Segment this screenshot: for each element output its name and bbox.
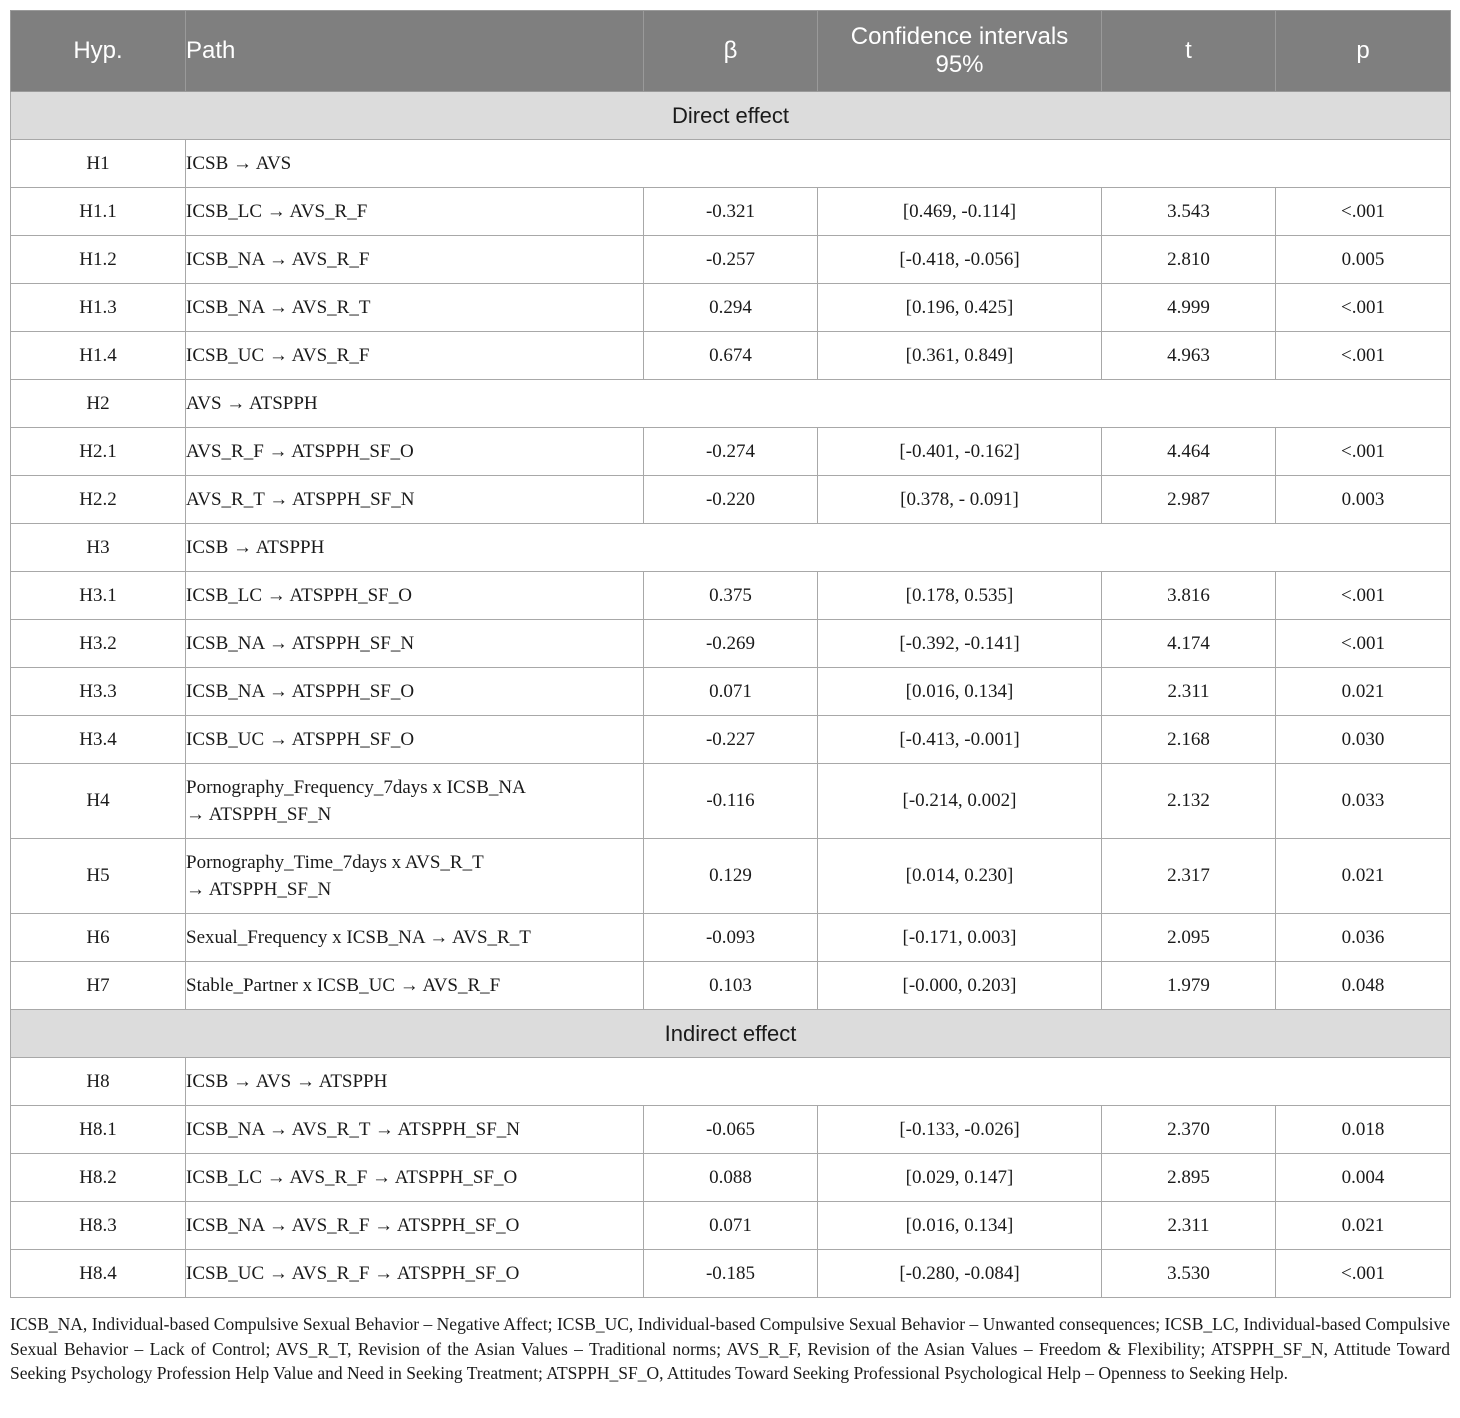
cell-hyp: H7: [11, 962, 186, 1010]
cell-hyp: H3.3: [11, 668, 186, 716]
table-row: [11, 1106, 1451, 1154]
cell-p: 0.005: [1276, 236, 1451, 284]
table-row: [11, 839, 1451, 914]
section-row: [11, 1010, 1451, 1058]
cell-ci: [0.378, - 0.091]: [818, 476, 1102, 524]
cell-ci: [0.361, 0.849]: [818, 332, 1102, 380]
cell-hyp: H1.2: [11, 236, 186, 284]
cell-path-line1: ICSB_LC → AVS_R_F → ATSPPH_SF_O: [186, 1167, 518, 1188]
cell-beta: -0.274: [644, 428, 818, 476]
col-header-ci-line2: 95%: [935, 51, 984, 78]
table-row: [11, 716, 1451, 764]
cell-path-line1: Pornography_Time_7days x AVS_R_T: [186, 852, 484, 873]
cell-p: 0.033: [1276, 764, 1451, 839]
cell-beta: -0.220: [644, 476, 818, 524]
results-table: [10, 10, 1451, 1298]
cell-hyp: H2.2: [11, 476, 186, 524]
cell-p: 0.021: [1276, 1202, 1451, 1250]
cell-p: <.001: [1276, 332, 1451, 380]
cell-path: [186, 284, 644, 332]
cell-t: 2.132: [1102, 764, 1276, 839]
cell-p: 0.036: [1276, 914, 1451, 962]
cell-path: [186, 962, 644, 1010]
cell-beta: 0.674: [644, 332, 818, 380]
cell-ci: [-0.000, 0.203]: [818, 962, 1102, 1010]
cell-path-line1: ICSB_UC → AVS_R_F → ATSPPH_SF_O: [186, 1263, 520, 1284]
table-body: [11, 92, 1451, 1298]
table-row: [11, 1250, 1451, 1298]
cell-hyp: H2: [11, 380, 186, 428]
cell-hyp: H8: [11, 1058, 186, 1106]
cell-path: [186, 839, 644, 914]
cell-beta: 0.088: [644, 1154, 818, 1202]
cell-t: 2.810: [1102, 236, 1276, 284]
cell-ci: [-0.214, 0.002]: [818, 764, 1102, 839]
cell-t: 4.999: [1102, 284, 1276, 332]
cell-beta: -0.321: [644, 188, 818, 236]
group-row: [11, 380, 1451, 428]
cell-t: 3.816: [1102, 572, 1276, 620]
table-row: [11, 476, 1451, 524]
cell-path: [186, 572, 644, 620]
cell-t: 3.543: [1102, 188, 1276, 236]
cell-path-line1: ICSB_NA → AVS_R_T → ATSPPH_SF_N: [186, 1119, 521, 1140]
cell-path: [186, 236, 644, 284]
cell-path: [186, 332, 644, 380]
cell-beta: -0.065: [644, 1106, 818, 1154]
cell-t: 2.317: [1102, 839, 1276, 914]
cell-hyp: H1.1: [11, 188, 186, 236]
col-header-p: p: [1276, 11, 1451, 92]
cell-path-line1: ICSB_UC → AVS_R_F: [186, 345, 370, 366]
section-row: [11, 92, 1451, 140]
cell-t: 2.168: [1102, 716, 1276, 764]
cell-hyp: H8.2: [11, 1154, 186, 1202]
table-row: [11, 962, 1451, 1010]
cell-hyp: H8.4: [11, 1250, 186, 1298]
cell-t: 2.311: [1102, 668, 1276, 716]
cell-beta: 0.071: [644, 668, 818, 716]
cell-t: 4.174: [1102, 620, 1276, 668]
col-header-ci-line1: Confidence intervals: [850, 23, 1069, 50]
cell-ci: [-0.418, -0.056]: [818, 236, 1102, 284]
group-row: [11, 1058, 1451, 1106]
cell-path-line1: ICSB_NA → ATSPPH_SF_O: [186, 681, 415, 702]
cell-ci: [-0.401, -0.162]: [818, 428, 1102, 476]
cell-path: [186, 1202, 644, 1250]
cell-path: [186, 1250, 644, 1298]
cell-t: 2.987: [1102, 476, 1276, 524]
cell-beta: 0.129: [644, 839, 818, 914]
cell-p: <.001: [1276, 1250, 1451, 1298]
cell-p: <.001: [1276, 620, 1451, 668]
cell-path: [186, 380, 1451, 428]
cell-path-line1: AVS_R_T → ATSPPH_SF_N: [186, 489, 415, 510]
cell-path-line1: ICSB → AVS → ATSPPH: [186, 1071, 388, 1092]
cell-ci: [0.016, 0.134]: [818, 668, 1102, 716]
cell-ci: [-0.413, -0.001]: [818, 716, 1102, 764]
cell-hyp: H1.3: [11, 284, 186, 332]
cell-beta: 0.071: [644, 1202, 818, 1250]
cell-t: 4.464: [1102, 428, 1276, 476]
cell-ci: [0.469, -0.114]: [818, 188, 1102, 236]
section-title: Direct effect: [11, 92, 1451, 140]
col-header-t: t: [1102, 11, 1276, 92]
cell-path: [186, 620, 644, 668]
cell-beta: -0.093: [644, 914, 818, 962]
cell-beta: -0.185: [644, 1250, 818, 1298]
cell-p: 0.030: [1276, 716, 1451, 764]
cell-hyp: H3: [11, 524, 186, 572]
results-table-container: [10, 10, 1450, 1298]
cell-path-line1: ICSB_NA → ATSPPH_SF_N: [186, 633, 415, 654]
cell-ci: [-0.392, -0.141]: [818, 620, 1102, 668]
cell-p: 0.021: [1276, 668, 1451, 716]
cell-path-line1: ICSB_NA → AVS_R_T: [186, 297, 371, 318]
cell-t: 1.979: [1102, 962, 1276, 1010]
cell-hyp: H4: [11, 764, 186, 839]
cell-path-line1: ICSB_LC → ATSPPH_SF_O: [186, 585, 412, 606]
cell-p: 0.004: [1276, 1154, 1451, 1202]
table-row: [11, 764, 1451, 839]
cell-path: [186, 668, 644, 716]
cell-beta: 0.294: [644, 284, 818, 332]
table-row: [11, 188, 1451, 236]
table-row: [11, 428, 1451, 476]
cell-hyp: H6: [11, 914, 186, 962]
header-row: [11, 11, 1451, 92]
table-row: [11, 284, 1451, 332]
cell-p: 0.003: [1276, 476, 1451, 524]
group-row: [11, 140, 1451, 188]
cell-hyp: H1.4: [11, 332, 186, 380]
cell-ci: [0.196, 0.425]: [818, 284, 1102, 332]
cell-path-line1: ICSB_UC → ATSPPH_SF_O: [186, 729, 415, 750]
cell-p: 0.018: [1276, 1106, 1451, 1154]
cell-path: [186, 764, 644, 839]
cell-t: 3.530: [1102, 1250, 1276, 1298]
cell-path-line1: AVS → ATSPPH: [186, 393, 318, 414]
table-row: [11, 236, 1451, 284]
cell-path: [186, 1058, 1451, 1106]
cell-p: <.001: [1276, 428, 1451, 476]
cell-path: [186, 428, 644, 476]
cell-beta: -0.116: [644, 764, 818, 839]
cell-beta: -0.269: [644, 620, 818, 668]
cell-hyp: H1: [11, 140, 186, 188]
table-row: [11, 332, 1451, 380]
cell-path-line1: Sexual_Frequency x ICSB_NA → AVS_R_T: [186, 927, 531, 948]
cell-path: [186, 140, 1451, 188]
cell-path-line1: ICSB_NA → AVS_R_F: [186, 249, 370, 270]
cell-t: 2.895: [1102, 1154, 1276, 1202]
cell-p: <.001: [1276, 572, 1451, 620]
table-footnote: ICSB_NA, Individual-based Compulsive Sexual Behavior – Negative Affect; ICSB_UC, Individual-based Compulsive Sexual Behavior – Unwanted consequences; ICSB_LC, Individual-based Compulsive Sexual Behavior – Lack of Control; AVS_R_T, Revision of the Asian Values – Traditional norms; AVS_R_F, Revision of the Asian Values – Freedom & Flexibility; ATSPPH_SF_N, Attitude Toward Seeking Psychology Profession Help Value and Need in Seeking Treatment; ATSPPH_SF_O, Attitudes Toward Seeking Professional Psychological Help – Openness to Seeking Help.: [10, 1314, 1450, 1383]
cell-path-line1: Stable_Partner x ICSB_UC → AVS_R_F: [186, 975, 501, 996]
table-row: [11, 914, 1451, 962]
cell-hyp: H8.3: [11, 1202, 186, 1250]
cell-path: [186, 476, 644, 524]
cell-hyp: H8.1: [11, 1106, 186, 1154]
cell-beta: 0.103: [644, 962, 818, 1010]
cell-ci: [0.178, 0.535]: [818, 572, 1102, 620]
table-header: [11, 11, 1451, 92]
cell-path: [186, 1106, 644, 1154]
cell-beta: -0.257: [644, 236, 818, 284]
col-header-ci: [818, 11, 1102, 92]
cell-path: [186, 188, 644, 236]
cell-beta: 0.375: [644, 572, 818, 620]
group-row: [11, 524, 1451, 572]
cell-hyp: H3.2: [11, 620, 186, 668]
col-header-hyp: Hyp.: [11, 11, 186, 92]
cell-hyp: H3.1: [11, 572, 186, 620]
cell-path: [186, 1154, 644, 1202]
cell-path-line1: ICSB_LC → AVS_R_F: [186, 201, 368, 222]
cell-t: 2.370: [1102, 1106, 1276, 1154]
cell-path-line2: → ATSPPH_SF_N: [186, 804, 332, 825]
table-row: [11, 620, 1451, 668]
cell-hyp: H2.1: [11, 428, 186, 476]
cell-hyp: H3.4: [11, 716, 186, 764]
cell-p: 0.021: [1276, 839, 1451, 914]
cell-beta: -0.227: [644, 716, 818, 764]
col-header-path: Path: [186, 11, 644, 92]
cell-ci: [-0.133, -0.026]: [818, 1106, 1102, 1154]
cell-path: [186, 716, 644, 764]
section-title: Indirect effect: [11, 1010, 1451, 1058]
cell-p: <.001: [1276, 188, 1451, 236]
table-row: [11, 668, 1451, 716]
cell-hyp: H5: [11, 839, 186, 914]
cell-path-line2: → ATSPPH_SF_N: [186, 879, 332, 900]
cell-path-line1: AVS_R_F → ATSPPH_SF_O: [186, 441, 414, 462]
cell-path: [186, 524, 1451, 572]
cell-path-line1: ICSB → AVS: [186, 153, 292, 174]
cell-path-line1: ICSB → ATSPPH: [186, 537, 325, 558]
cell-t: 4.963: [1102, 332, 1276, 380]
cell-ci: [-0.171, 0.003]: [818, 914, 1102, 962]
table-row: [11, 1154, 1451, 1202]
cell-ci: [0.016, 0.134]: [818, 1202, 1102, 1250]
cell-path: [186, 914, 644, 962]
cell-p: <.001: [1276, 284, 1451, 332]
col-header-beta: β: [644, 11, 818, 92]
cell-p: 0.048: [1276, 962, 1451, 1010]
cell-path-line1: Pornography_Frequency_7days x ICSB_NA: [186, 777, 526, 798]
cell-path-line1: ICSB_NA → AVS_R_F → ATSPPH_SF_O: [186, 1215, 520, 1236]
cell-ci: [-0.280, -0.084]: [818, 1250, 1102, 1298]
cell-ci: [0.029, 0.147]: [818, 1154, 1102, 1202]
cell-t: 2.311: [1102, 1202, 1276, 1250]
cell-t: 2.095: [1102, 914, 1276, 962]
cell-ci: [0.014, 0.230]: [818, 839, 1102, 914]
table-row: [11, 572, 1451, 620]
table-row: [11, 1202, 1451, 1250]
